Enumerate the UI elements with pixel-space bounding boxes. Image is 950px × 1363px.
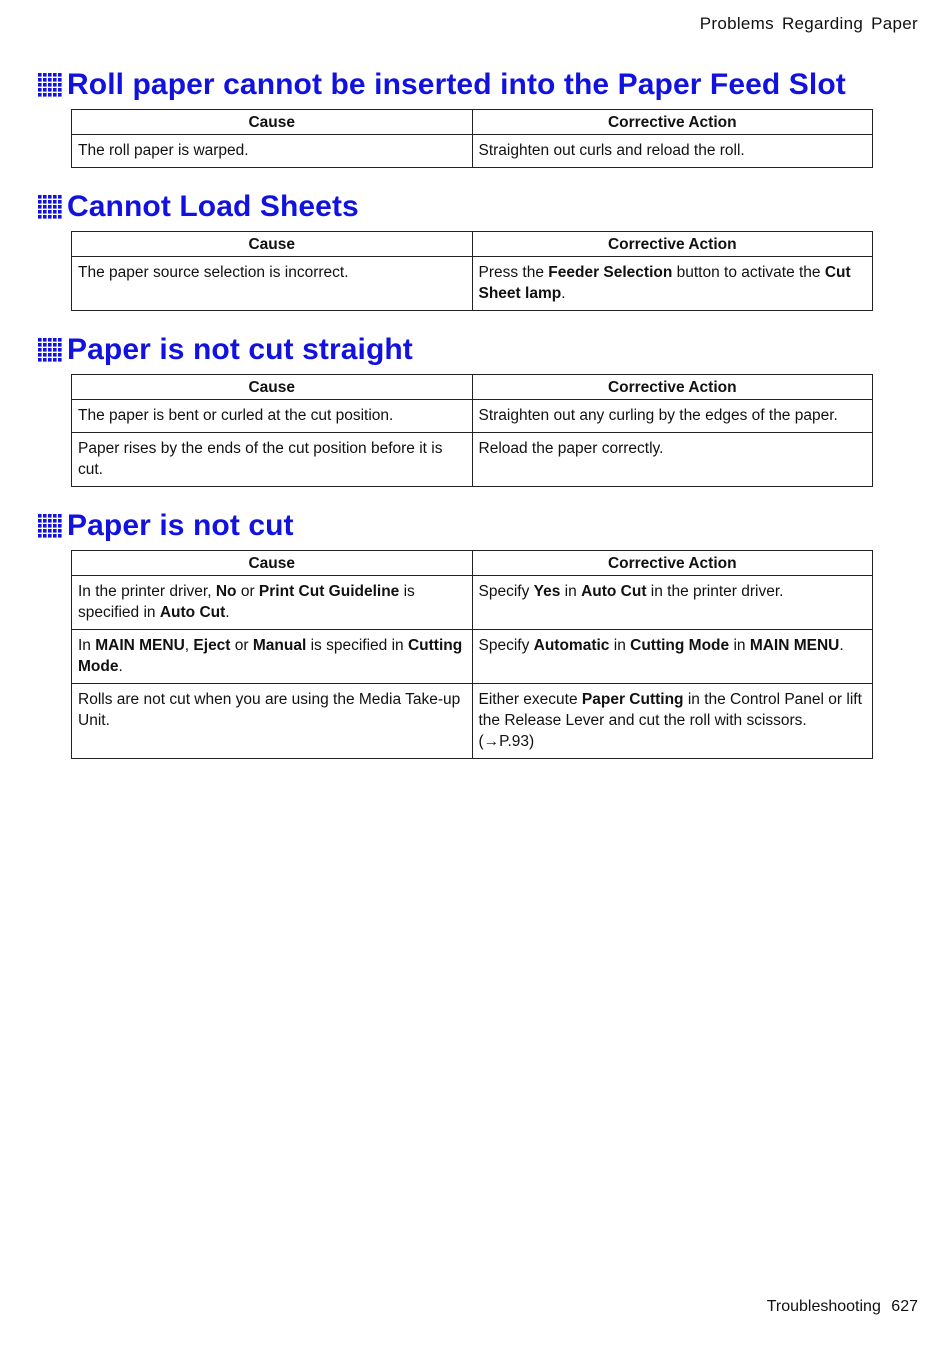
section-title: Paper is not cut straight [67,333,413,366]
troubleshooting-table [71,374,873,487]
grid-icon [38,338,63,363]
cause-cell: The paper source selection is incorrect. [72,257,473,311]
cause-cell: Paper rises by the ends of the cut position before it is cut. [72,433,473,487]
footer-chapter: Troubleshooting [766,1298,881,1315]
action-cell: Press the Feeder Selection button to activate the Cut Sheet lamp. [472,257,873,311]
cause-cell: The roll paper is warped. [72,135,473,168]
table-row [72,684,873,759]
cause-cell: Rolls are not cut when you are using the Media Take-up Unit. [72,684,473,759]
table-row [72,257,873,311]
cause-cell: In MAIN MENU, Eject or Manual is specified in Cutting Mode. [72,630,473,684]
action-cell: Straighten out curls and reload the roll. [472,135,873,168]
column-header-action: Corrective Action [472,232,873,257]
running-header: Problems Regarding Paper [699,14,918,33]
section-title: Roll paper cannot be inserted into the Paper Feed Slot [67,68,846,101]
section-heading [38,186,918,228]
table-row [72,630,873,684]
column-header-cause: Cause [72,375,473,400]
action-cell: Specify Yes in Auto Cut in the printer driver. [472,576,873,630]
column-header-cause: Cause [72,110,473,135]
column-header-cause: Cause [72,232,473,257]
table-row [72,400,873,433]
action-cell: Specify Automatic in Cutting Mode in MAIN MENU. [472,630,873,684]
cause-cell: In the printer driver, No or Print Cut Guideline is specified in Auto Cut. [72,576,473,630]
column-header-action: Corrective Action [472,110,873,135]
page-number: 627 [891,1298,918,1315]
grid-icon [38,514,63,539]
section-heading [38,329,918,371]
page-content [38,64,918,777]
troubleshooting-table [71,550,873,759]
table-row [72,433,873,487]
section-title: Paper is not cut [67,509,294,542]
section-heading [38,505,918,547]
grid-icon [38,195,63,220]
page-footer [767,1298,918,1316]
section-not-cut-straight [38,329,918,487]
cause-cell: The paper is bent or curled at the cut position. [72,400,473,433]
action-cell: Either execute Paper Cutting in the Control Panel or lift the Release Lever and cut the roll with scissors. (→P.93) [472,684,873,759]
section-cannot-load-sheets [38,186,918,311]
grid-icon [38,73,63,98]
column-header-action: Corrective Action [472,551,873,576]
table-row [72,135,873,168]
section-title: Cannot Load Sheets [67,190,359,223]
column-header-cause: Cause [72,551,473,576]
troubleshooting-table [71,231,873,311]
table-row [72,576,873,630]
action-cell: Reload the paper correctly. [472,433,873,487]
column-header-action: Corrective Action [472,375,873,400]
troubleshooting-table [71,109,873,168]
section-not-cut [38,505,918,759]
action-cell: Straighten out any curling by the edges of the paper. [472,400,873,433]
section-roll-paper-feed-slot [38,64,918,168]
section-heading [38,64,918,106]
